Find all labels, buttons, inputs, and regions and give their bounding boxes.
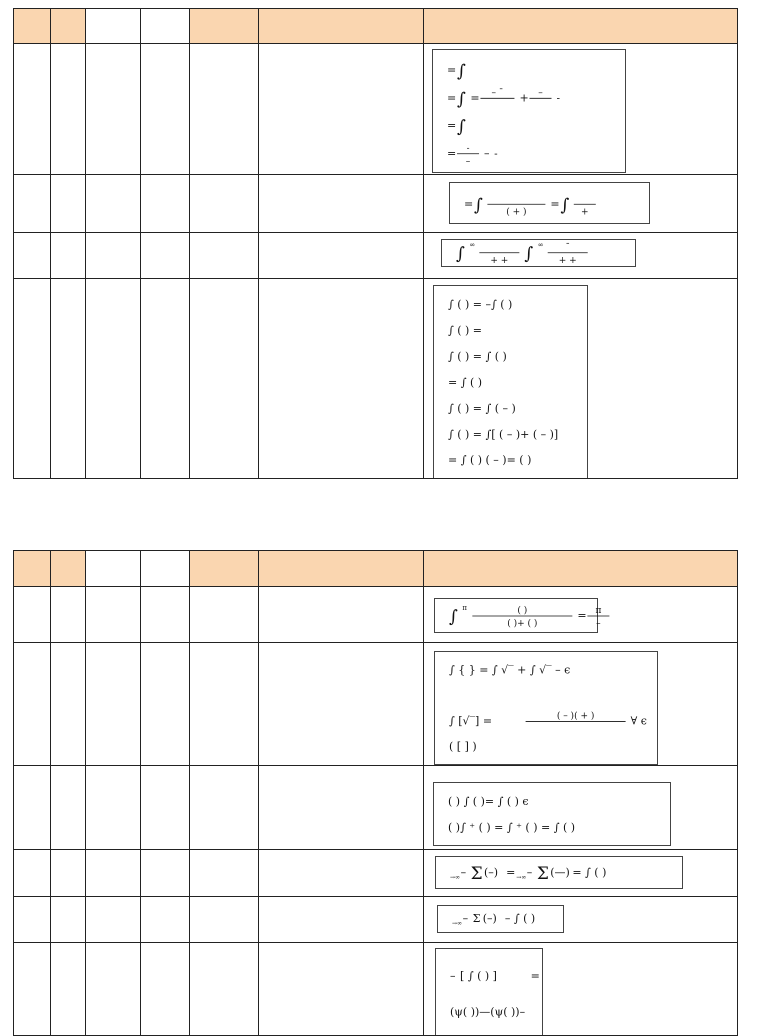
table-header-row	[14, 551, 738, 587]
formula-text: ∀ ϵ	[630, 714, 647, 728]
header-cell-4	[141, 551, 190, 587]
operator-symbol: ∫	[457, 117, 466, 138]
header-cell-1	[14, 9, 51, 44]
cell	[141, 766, 190, 850]
formula-text: –	[450, 969, 456, 983]
cell	[51, 897, 86, 943]
fraction-denominator: + +	[558, 255, 577, 266]
formula-cell	[424, 850, 738, 897]
cell	[259, 175, 424, 233]
table-row	[14, 587, 738, 643]
operator-symbol: ∫	[449, 607, 458, 628]
cell	[141, 44, 190, 175]
formula-line	[449, 740, 477, 753]
formula-text: ∫ ( ) = ∫ ( )	[448, 349, 507, 363]
cell	[141, 587, 190, 643]
fraction-numerator: ˗	[466, 143, 470, 154]
table-row	[14, 175, 738, 233]
formula-cell	[424, 233, 738, 279]
formula-line	[448, 402, 516, 415]
cell	[259, 643, 424, 766]
formula-text: ( [ ] )	[449, 740, 477, 753]
table-row	[14, 766, 738, 850]
header-cell-5	[190, 551, 259, 587]
cell	[190, 643, 259, 766]
formula-line	[449, 604, 609, 629]
fraction-denominator: ( + )	[506, 207, 527, 218]
formula-svg	[450, 183, 649, 223]
cell	[14, 175, 51, 233]
cell	[51, 643, 86, 766]
formula-text: ∞	[537, 240, 544, 249]
cell	[190, 587, 259, 643]
cell	[190, 897, 259, 943]
cell	[259, 587, 424, 643]
formula-line	[447, 88, 561, 109]
formula-line	[447, 144, 498, 167]
formula-line	[448, 428, 558, 441]
cell	[14, 587, 51, 643]
cell	[14, 766, 51, 850]
formula-text: =	[464, 197, 474, 211]
cell	[86, 943, 141, 1036]
formula-line	[448, 454, 531, 467]
formula-text: ∫ ( ) = ∫[ ( – )+ ( – )]	[448, 427, 559, 441]
cell	[259, 943, 424, 1036]
cell	[259, 233, 424, 279]
cell	[51, 233, 86, 279]
header-cell-3	[86, 9, 141, 44]
cell	[141, 943, 190, 1036]
formula-line	[456, 241, 588, 266]
formula-cell	[424, 643, 738, 766]
cell	[259, 279, 424, 479]
cell	[14, 643, 51, 766]
cell	[86, 175, 141, 233]
formula-line	[452, 912, 535, 927]
formula-text: ∫ ( ) = –∫ ( )	[448, 298, 513, 312]
table-row	[14, 850, 738, 897]
formula-cell	[424, 943, 738, 1036]
cell	[86, 279, 141, 479]
cell	[14, 44, 51, 175]
formula-cell	[424, 279, 738, 479]
formula-text: ∞	[469, 240, 476, 249]
cell	[190, 175, 259, 233]
formula-line	[448, 298, 512, 311]
cell	[190, 850, 259, 897]
formula-text: =	[506, 865, 516, 879]
cell	[141, 897, 190, 943]
formula-text: (–)	[484, 865, 499, 879]
formula-text: π	[462, 604, 467, 613]
formula-text: ∫ ( ) = ∫ ( – )	[448, 401, 516, 415]
fraction-numerator: π	[595, 606, 602, 617]
fraction-denominator: + +	[490, 255, 509, 266]
cell	[51, 175, 86, 233]
cell	[86, 897, 141, 943]
formula-line	[450, 864, 606, 884]
header-cell-2	[51, 551, 86, 587]
fraction-numerator: ˉ	[565, 242, 570, 253]
formula-cell	[424, 44, 738, 175]
formula-svg	[442, 240, 635, 266]
formula-svg	[434, 783, 670, 845]
formula-text: →∞	[516, 873, 527, 881]
formula-cell	[424, 766, 738, 850]
header-cell-3	[86, 551, 141, 587]
formula-text: –	[460, 865, 467, 879]
cell	[14, 850, 51, 897]
formula-text: +	[519, 91, 529, 105]
cell	[190, 279, 259, 479]
formula-svg	[438, 906, 563, 932]
formula-text: ˗	[494, 146, 498, 160]
header-cell-4	[141, 9, 190, 44]
table-row	[14, 44, 738, 175]
header-cell-7	[424, 551, 738, 587]
operator-symbol: Σ	[536, 863, 549, 884]
cell	[86, 643, 141, 766]
cell	[51, 943, 86, 1036]
cell	[141, 233, 190, 279]
cell	[190, 766, 259, 850]
formula-line	[448, 376, 482, 389]
table-row	[14, 897, 738, 943]
formula-box	[435, 856, 683, 889]
header-cell-6	[259, 9, 424, 44]
formula-line	[448, 324, 482, 337]
formula-line	[448, 350, 507, 363]
fraction-denominator: +	[581, 207, 589, 218]
fraction-numerator: –	[538, 88, 543, 99]
header-cell-6	[259, 551, 424, 587]
formula-box	[433, 285, 588, 478]
header-cell-7	[424, 9, 738, 44]
formula-table-1	[13, 8, 738, 479]
cell	[259, 897, 424, 943]
cell	[14, 279, 51, 479]
formula-box	[434, 651, 658, 765]
cell	[190, 943, 259, 1036]
formula-table-2	[13, 550, 738, 1036]
cell	[86, 850, 141, 897]
formula-svg	[435, 599, 602, 632]
formula-text: – ∫ ( )	[504, 911, 536, 925]
formula-line	[449, 664, 570, 677]
formula-line	[450, 969, 540, 982]
formula-text: ∫ [√‾] =	[449, 714, 493, 728]
operator-symbol: ∫	[457, 89, 466, 110]
formula-cell	[424, 587, 738, 643]
formula-text: =	[470, 91, 480, 105]
table-row	[14, 643, 738, 766]
formula-text: =	[447, 119, 457, 133]
formula-text: (ψ( ))—(ψ( ))–	[450, 1005, 526, 1019]
formula-box	[434, 598, 602, 633]
formula-text: =	[447, 63, 457, 77]
formula-box	[432, 49, 626, 173]
formula-line	[447, 117, 466, 137]
formula-box	[441, 239, 636, 267]
formula-box	[433, 782, 671, 846]
formula-text: = ∫ ( )	[572, 865, 607, 879]
operator-symbol: ∫	[474, 195, 483, 216]
formula-text: Σ	[472, 911, 481, 925]
formula-box	[437, 905, 564, 933]
cell	[51, 587, 86, 643]
formula-text: =	[577, 609, 587, 623]
formula-line	[450, 1005, 526, 1018]
fraction-numerator: ( – )( + )	[556, 711, 595, 722]
cell	[190, 44, 259, 175]
formula-text: =	[447, 91, 457, 105]
formula-svg	[436, 857, 682, 888]
fraction-numerator: ( )	[517, 606, 528, 617]
cell	[14, 943, 51, 1036]
operator-symbol: ∫	[457, 61, 466, 82]
operator-symbol: ∫	[524, 243, 534, 264]
cell	[86, 44, 141, 175]
formula-cell	[424, 897, 738, 943]
formula-text: ∫ { } = ∫ √‾ + ∫ √‾ – ϵ	[449, 663, 571, 677]
formula-text: –	[484, 146, 490, 160]
cell	[51, 766, 86, 850]
operator-symbol: Σ	[470, 863, 483, 884]
cell	[86, 233, 141, 279]
formula-line	[464, 195, 596, 217]
formula-text: →∞	[450, 873, 461, 881]
formula-text: = ∫ ( )	[448, 375, 483, 389]
fraction-numerator: – ˉ	[491, 88, 504, 99]
formula-box	[435, 948, 543, 1035]
formula-line	[447, 62, 466, 82]
cell	[14, 897, 51, 943]
table-row	[14, 279, 738, 479]
cell	[141, 279, 190, 479]
formula-text: (—)	[550, 865, 570, 879]
fraction-denominator: ( )+ ( )	[507, 619, 538, 630]
cell	[141, 175, 190, 233]
header-cell-2	[51, 9, 86, 44]
fraction-denominator: –	[596, 619, 601, 630]
cell	[51, 279, 86, 479]
cell	[14, 233, 51, 279]
fraction-denominator: –	[465, 156, 471, 167]
formula-text: = ∫ ( ) ( – )= ( )	[448, 453, 532, 467]
formula-cell	[424, 175, 738, 233]
cell	[141, 643, 190, 766]
formula-text: –	[462, 911, 469, 925]
formula-text: ( )∫ ⁺ ( ) = ∫ ⁺ ( ) = ∫ ( )	[448, 820, 576, 834]
formula-text: →∞	[452, 919, 463, 927]
formula-text: =	[550, 197, 560, 211]
formula-text: ∫ ( ) =	[448, 324, 483, 337]
operator-symbol: ∫	[560, 195, 570, 216]
cell	[86, 587, 141, 643]
table-row	[14, 233, 738, 279]
cell	[51, 850, 86, 897]
header-cell-1	[14, 551, 51, 587]
formula-text: –	[526, 865, 533, 879]
formula-text: [ ∫ ( ) ]	[460, 969, 497, 983]
formula-text: (–)	[482, 911, 497, 925]
cell	[259, 44, 424, 175]
cell	[190, 233, 259, 279]
formula-text: =	[530, 969, 540, 983]
cell	[51, 44, 86, 175]
header-cell-5	[190, 9, 259, 44]
table-row	[14, 943, 738, 1036]
formula-box	[449, 182, 650, 224]
formula-svg	[435, 652, 657, 764]
formula-line	[448, 821, 575, 834]
operator-symbol: ∫	[456, 243, 465, 264]
formula-text: =	[447, 146, 457, 160]
formula-line	[448, 795, 529, 808]
cell	[259, 850, 424, 897]
formula-text: ˗	[556, 91, 561, 105]
formula-svg	[436, 949, 542, 1035]
table-header-row	[14, 9, 738, 44]
formula-text: ( ) ∫ ( )= ∫ ( ) ϵ	[448, 794, 529, 808]
cell	[259, 766, 424, 850]
formula-svg	[433, 50, 625, 172]
cell	[86, 766, 141, 850]
formula-svg	[434, 286, 587, 478]
formula-line	[449, 711, 647, 728]
cell	[141, 850, 190, 897]
